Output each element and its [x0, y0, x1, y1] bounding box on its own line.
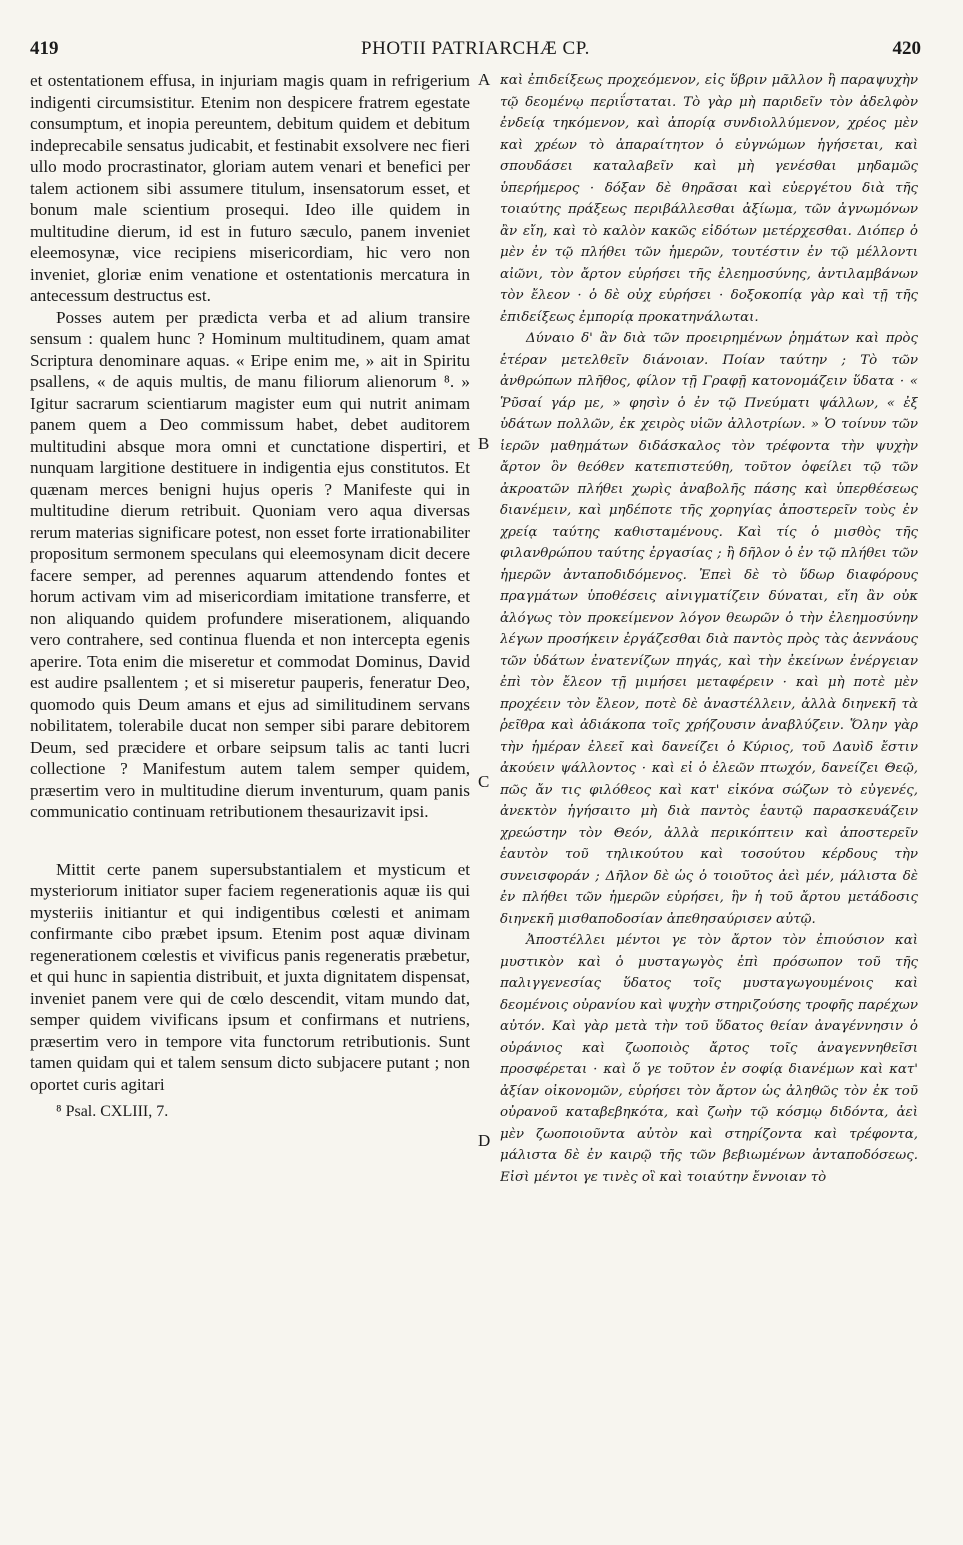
section-marker-b: B	[478, 434, 490, 453]
greek-paragraph-3: Ἀποστέλλει μέντοι γε τὸν ἄρτον τὸν ἐπιούσιον καὶ μυστικὸν καὶ ὁ μυσταγωγὸς ἐπὶ πρόσωπον τοῦ τῆς παλιγγενεσίας ὕδατος τοῖς μυσταγωγουμένοις καὶ δεομένοις οὐρανίου καὶ ψυχὴν στηριζούσης τροφῆς παρέχων αὐτόν. Καὶ γὰρ μετὰ τὴν τοῦ ὕδατος θείαν ἀναγέννησιν ὁ οὐράνιος καὶ ζωοποιὸς ἄρτος τοῖς ἀναγεννηθεῖσι προσφέρεται · καὶ ὅ γε τοῦτον ἐν σοφίᾳ διανέμων καὶ κατ' ἀξίαν οἰκονομῶν, εὑρήσει τὸν ἄρτον ὡς ἀληθῶς τὸν ἐκ τοῦ οὐρανοῦ καταβεβηκότα, καὶ ζωὴν τῷ κόσμῳ διδόντα, ἀεὶ μὲν ζωοποιοῦντα αὐτὸν καὶ στηρίζοντα καὶ τρέφοντα, μάλιστα δὲ ἐν καιρῷ τῆς τῶν βεβιωμένων ἀνταποδόσεως. Εἰσὶ μέντοι γε τινὲς οἳ καὶ τοιαύτην ἔννοιαν τὸ	[500, 933, 918, 1185]
section-marker-d: D	[478, 1131, 491, 1150]
paragraph-gap	[30, 823, 470, 859]
section-marker-c: C	[478, 772, 490, 791]
latin-paragraph-1: et ostentationem effusa, in injuriam magis quam in refrigerium indigenti circumsistitur. Etenim non despicere fratrem egestate consumptum, et inopia pereuntem, debitum quidem et debitum indeprecabile sensatus judicabit, et festinabit exsolvere nec fieri ullo modo procrastinator, gloriam autem venari et benefici per talem actionem sibi assumere titulum, insensatorum esset, et bonum male scientium prosequi. Ideo ille quidem in multitudine dierum, id est in futuro sæculo, panem inveniet eleemosynæ, vice recipiens misericordiam, hic vero non inveniet, gloriæ enim venatione et ostentationis mercatura in antecessum destructus est.	[30, 71, 470, 305]
page-number-right: 420	[892, 38, 921, 59]
section-markers	[475, 0, 497, 1545]
greek-column	[500, 70, 918, 1505]
footnote: ⁸ Psal. CXLIII, 7.	[56, 1103, 169, 1120]
latin-paragraph-2: Posses autem per prædicta verba et ad alium transire sensum : qualem hunc ? Hominum multitudinem, quam amat Scriptura denominare aquas. « Eripe enim me, » ait in Spiritu psallens, « de aquis multis, de manu filiorum alienorum ⁸. » Igitur sacrarum scientiarum magister eum qui nutrit animam panem quem a Deo commissum habet, debet auditorem multitudini absque mora omni et cunctatione dispertiri, et nunquam largitione destituere in indigentia ejus constitutos. Et quænam merces benigni hujus operis ? Manifeste qui in multitudine dierum retribuit. Quoniam vero aqua diversas rerum materias significare potest, non esset forte irrationabiliter propositum sermonem speculans qui eleemosynam dicit decere facere semper, ad perennes aquarum attendendo fontes et horum activam vim ad misericordiam imitatione transferre, et non aliquando quidem profundere miserationem, aliquando vero contrahere, sed continua fluenda et non intercepta egenis aperire. Tota enim die miseretur et commodat Dominus, David est audire psallentem ; et si miseretur pauperis, feneratur Deo, quomodo quis Deum amans et ejus ad similitudinem servans nobilitatem, tolerabile ducat non semper sibi parare debitorem Deum, sed præcidere et orbare seipsum talis ac tanti lucri collectione ? Manifestum autem talem semper quidem, præsertim vero in multitudine dierum inventurum, quam panis communicatio continuam retributionem thesaurizavit ipsi.	[30, 307, 470, 821]
greek-paragraph-2: Δύναιο δ' ἂν διὰ τῶν προειρημένων ῥημάτων καὶ πρὸς ἑτέραν μετελθεῖν διάνοιαν. Ποίαν ταύτην ; Τὸ τῶν ἀνθρώπων πλῆθος, φίλον τῇ Γραφῇ κατονομάζειν ὕδατα · « Ῥῦσαί γάρ με, » φησὶν ὁ ἐν τῷ Πνεύματι ψάλλων, « ἐξ ὑδάτων πολλῶν, ἐκ χειρὸς υἱῶν ἀλλοτρίων. » Ὁ τοίνυν τῶν ἱερῶν μαθημάτων διδάσκαλος τὸν τρέφοντα τὴν ψυχὴν ἄρτον ὃν θεόθεν κατεπιστεύθη, τοῦτον ὀφείλει τῷ τῶν ἀκροατῶν πλήθει χωρὶς ἀναβολῆς πάσης καὶ ὑπερθέσεως διανέμειν, καὶ μηδέποτε τῆς χορηγίας ἀποστερεῖν τοὺς ἐν χρείᾳ ταύτης καθισταμένους. Καὶ τίς ὁ μισθὸς τῆς φιλανθρώπου ταύτης ἐργασίας ; ἢ δῆλον ὁ ἐν τῷ πλήθει τῶν ἡμερῶν ἀνταποδιδόμενος. Ἐπεὶ δὲ τὸ ὕδωρ διαφόρους πραγμάτων ὑποθέσεις αἰνιγματίζειν δύναται, εἴη ἂν οὐκ ἀλόγως τὸν προκείμενον λόγον θεωρῶν ὁ τὴν ἐλεημοσύνην λέγων προσήκειν ἐργάζεσθαι διὰ παντὸς πρὸς τὰς ἀεννάους τῶν ὑδάτων ἐνατενίζων πηγάς, καὶ τὴν ἐκείνων ἐνέργειαν ἐπὶ τὸν ἔλεον τῇ μιμήσει μεταφέρειν · καὶ μὴ ποτὲ μὲν προχέειν τὸν ἔλεον, ποτὲ δὲ ἀναστέλλειν, ἀλλὰ διηνεκῆ τὰ ῥεῖθρα καὶ ἀδιάκοπα τοῖς χρήζουσιν ἀναβλύζειν. Ὅλην γὰρ τὴν ἡμέραν ἐλεεῖ καὶ δανείζει ὁ Κύριος, τοῦ Δαυὶδ ἔστιν ἀκούειν ψάλλοντος · καὶ εἰ ὁ ἐλεῶν πτωχόν, δανείζει Θεῷ, πῶς ἄν τις φιλόθεος καὶ κατ' εἰκόνα σώζων τὸ εὐγενές, ἀνεκτὸν ἡγήσαιτο μὴ διὰ παντὸς ἑαυτῷ παρασκευάζειν χρεώστην τὸν Θεόν, ἀλλὰ περικόπτειν καὶ ἀποστερεῖν ἑαυτὸν τοῦ τηλικούτου καὶ τοσούτου κέρδους τὴν συνεισφοράν ; Δῆλον δὲ ὡς ὁ τοιοῦτος ἀεὶ μέν, μάλιστα δὲ ἐν πλήθει τῶν ἡμερῶν εὑρήσει, ἣν ἡ τοῦ ἄρτου μετάδοσις διηνεκῆ μισθαποδοσίαν ἀπεθησαύρισεν αὐτῷ.	[500, 331, 918, 927]
section-marker-a: A	[478, 70, 491, 89]
latin-paragraph-3: Mittit certe panem supersubstantialem et mysticum et mysteriorum initiator super faciem regenerationis aquæ iis qui mysteriis initiantur et qui indigentibus cœlesti et animam confirmante cibo præbet ipsum. Etenim post aquæ divinam regenerationem cœlestis et vivificus panis regeneratis præbetur, et qui hunc in sapientia distribuit, et juxta dignitatem dispensat, inveniet panem vere qui de cœlo descendit, vitam mundo dat, semper quidem vivificans ipsum et confirmans et nutriens, præsertim vero in tempore vita functorum retributionis. Sunt tamen quidam qui et talem sensum dicto subjacere putant ; non oportet curis agitari	[30, 859, 470, 1094]
running-title: PHOTII PATRIARCHÆ CP.	[361, 38, 590, 59]
greek-paragraph-1: καὶ ἐπιδείξεως προχεόμενον, εἰς ὕβριν μᾶλλον ἢ παραψυχὴν τῷ δεομένῳ περιΐσταται. Τὸ γὰρ μὴ παριδεῖν τὸν ἀδελφὸν ἐνδείᾳ τηκόμενον, καὶ ἀπορίᾳ συνδιολλύμενον, χρέος μὲν καὶ χρέων τὸ ἀπαραίτητον ὁ εὐγνώμων ἡγήσεται, καὶ σπουδάσει καταλαβεῖν καὶ μὴ γενέσθαι μηδαμῶς ὑπερήμερος · δόξαν δὲ θηρᾶσαι καὶ εὐεργέτου διὰ τῆς τοιαύτης πράξεως περιβάλλεσθαι ἀξίωμα, τῶν ἀγνωμόνων ἂν εἴη, καὶ τὸ καλὸν κακῶς εἰδότων μετέρχεσθαι. Διόπερ ὁ μὲν ἐν τῷ πλήθει τῶν ἡμερῶν, τουτέστιν ἐν τῷ μέλλοντι αἰῶνι, τὸν ἄρτον εὑρήσει τῆς ἐλεημοσύνης, ἀντιλαμβάνων τὸν ἔλεον · ὁ δὲ οὐχ εὑρήσει · δοξοκοπίᾳ γὰρ καὶ τῇ τῆς ἐπιδείξεως ἐμπορίᾳ προκατηνάλωται.	[500, 73, 918, 325]
latin-column	[30, 70, 470, 1505]
page-number-left: 419	[30, 38, 59, 59]
